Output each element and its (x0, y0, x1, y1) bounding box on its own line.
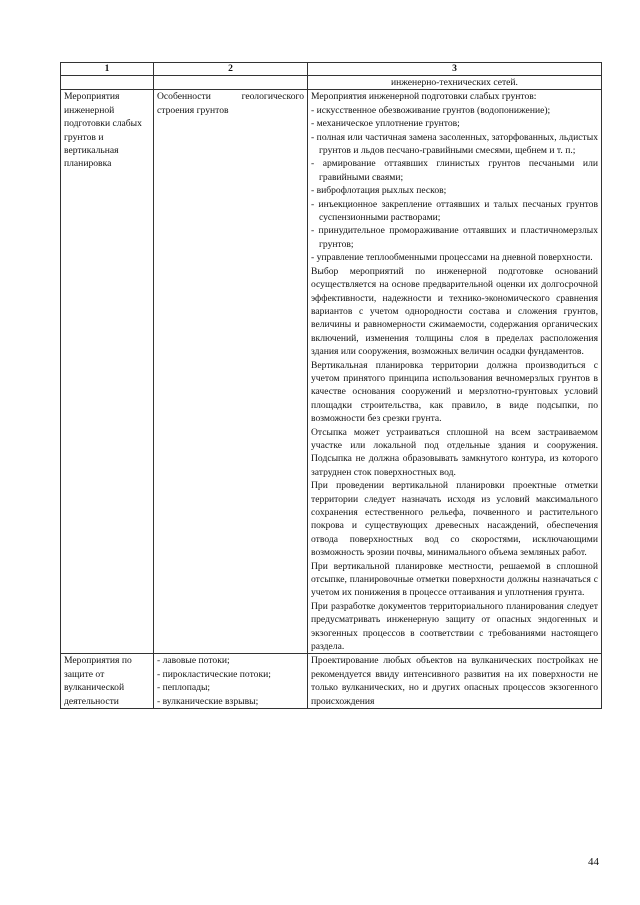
header-col-3: 3 (308, 63, 602, 76)
paragraph: Отсыпка может устраиваться сплошной на всем застраиваемом участке или локальной под отдельные здания и сооружения. Подсыпка не должна образовывать замкнутого контура, из которого затруднен сток поверхностных вод. (311, 426, 598, 478)
table-header-row (61, 63, 602, 76)
list-item: - инъекционное закрепление оттаявших и талых песчаных грунтов суспензионными растворами; (311, 198, 598, 224)
row1-measure-cell: Мероприятия инженерной подготовки слабых грунтов и вертикальная планировка (61, 90, 154, 654)
list-item: - вулканические взрывы; (157, 695, 259, 707)
paragraph: При разработке документов территориального планирования следует предусматривать инженерную защиту от опасных эндогенных и экзогенных процессов в соответствии с требованиями настоящего раздела. (311, 600, 598, 653)
list-item: - принудительное промораживание оттаявших и пластичномерзлых грунтов; (311, 225, 598, 250)
paragraph: При проведении вертикальной планировки проектные отметки территории следует назначать исходя из условий максимального сохранения естественного рельефа, почвенного и растительного покрова и существующих древесных насаждений, обеспечения отвода поверхностных вод со скоростями, исключающими возможность эрозии почвы, минимального объема земляных работ. (311, 480, 598, 559)
list-item: - полная или частичная замена засоленных, заторфованных, льдистых грунтов и льдов песчано-гравийными смесями, щебнем и т. п.; (311, 131, 598, 157)
paragraph: Проектирование любых объектов на вулканических постройках не рекомендуется ввиду интенсивного развития на их поверхности не только вулканических, но и других опасных процессов экзогенного происхождения (311, 655, 598, 707)
row1-description-cell (308, 90, 602, 654)
header-col-1: 1 (61, 63, 154, 76)
row2-measure-cell: Мероприятия по защите от вулканической деятельности (61, 654, 154, 709)
paragraph: Вертикальная планировка территории должна производиться с учетом принятого принципа использования вечномерзлых грунтов в качестве основания сооружений и мерзлотно-грунтовых условий площадки строительства, как правило, в виде подсыпки, по возможности без срезки грунта. (311, 359, 598, 425)
list-item: - искусственное обезвоживание грунтов (водопонижение); (311, 104, 551, 116)
list-item: - армирование оттаявших глинистых грунтов песчаными или гравийными сваями; (311, 158, 598, 183)
list-item: - механическое уплотнение грунтов; (311, 118, 460, 130)
continuation-text: инженерно-технических сетей. (308, 76, 602, 90)
list-item: - управление теплообменными процессами на дневной поверхности. (311, 252, 593, 264)
continuation-row (61, 76, 602, 90)
row1-condition-cell: Особенности геологического строения грунтов (154, 90, 308, 654)
list-item: - лавовые потоки; (157, 655, 230, 667)
list-item: - пирокластические потоки; (157, 668, 271, 680)
page-number: 44 (588, 856, 599, 868)
paragraph: Выбор мероприятий по инженерной подготовке оснований осуществляется на основе предварительной оценки их долгосрочной эффективности, надежности и технико-экономического сравнения вариантов с учетом однородности состава и сложения грунтов, величины и равномерности сжимаемости, содержания органических включений, изменения толщины слоя в пределах расположения здания или сооружения, возможных величин осадки фундаментов. (311, 265, 598, 358)
table-row (61, 90, 602, 654)
table-row (61, 654, 602, 709)
row2-condition-cell (154, 654, 308, 709)
list-item: - виброфлотация рыхлых песков; (311, 185, 447, 197)
requirements-table (60, 62, 602, 709)
header-col-2: 2 (154, 63, 308, 76)
row1-intro: Мероприятия инженерной подготовки слабых грунтов: (311, 91, 537, 103)
row2-description-cell (308, 654, 602, 709)
paragraph: При вертикальной планировке местности, решаемой в сплошной отсыпке, планировочные отметки поверхности должны назначаться с учетом их понижения в процессе оттаивания и уплотнения грунта. (311, 560, 598, 599)
list-item: - пеплопады; (157, 682, 211, 694)
